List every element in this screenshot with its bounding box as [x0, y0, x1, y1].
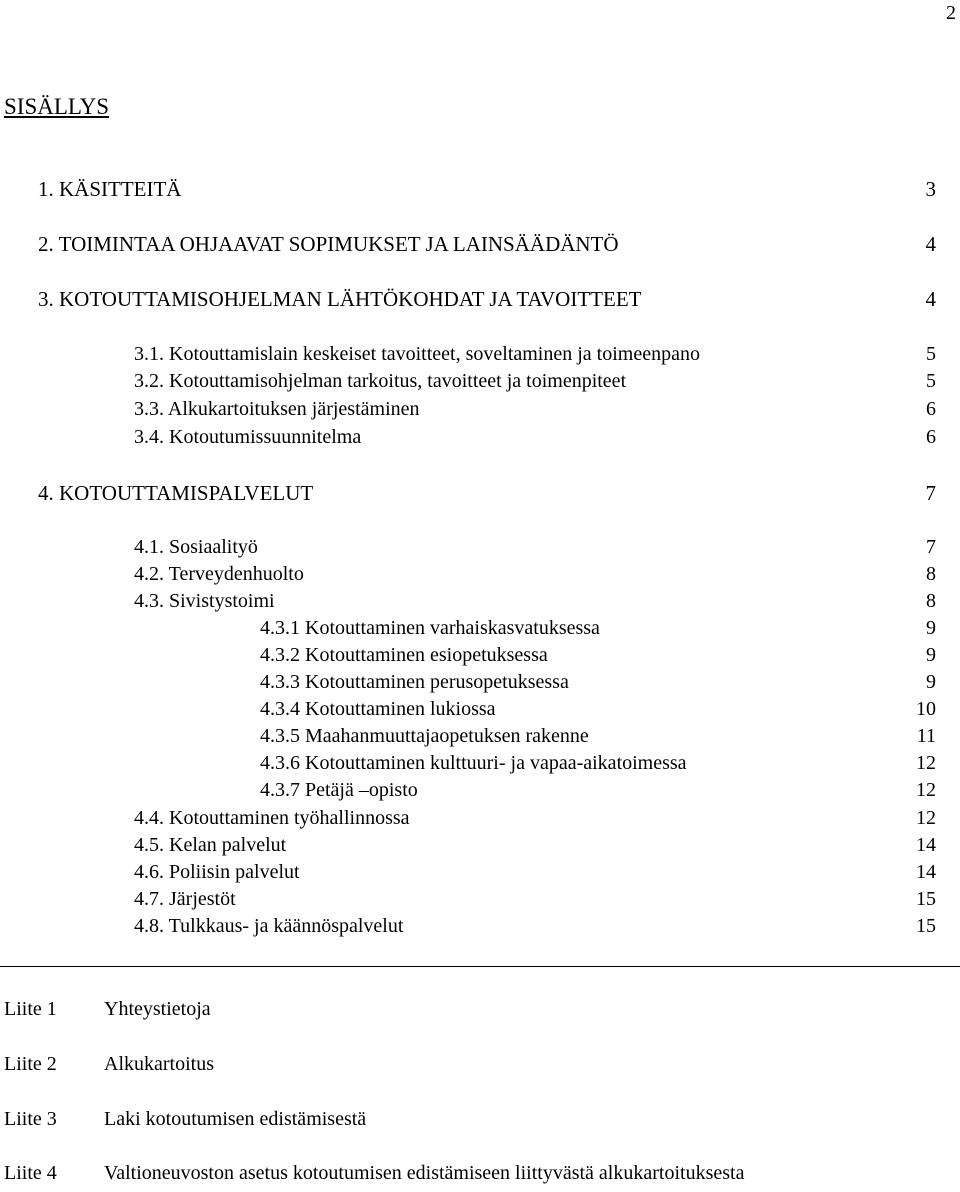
toc-heading: SISÄLLYS [4, 94, 110, 119]
page-number: 2 [946, 2, 956, 24]
toc-entry [0, 834, 960, 862]
toc-entry-label: 2. TOIMINTAA OHJAAVAT SOPIMUKSET JA LAINSÄÄDÄNTÖ [38, 232, 619, 256]
toc-entry-page: 14 [916, 861, 936, 883]
toc-entry [0, 644, 960, 672]
toc-entry [0, 343, 960, 371]
toc-entry-label: 4.3.7 Petäjä –opisto [260, 779, 418, 801]
appendix-title: Laki kotoutumisen edistämisestä [104, 1108, 367, 1130]
toc-entry-page: 12 [916, 779, 936, 801]
appendix-item [0, 1162, 960, 1192]
toc-entry [0, 563, 960, 591]
toc-entry [0, 177, 960, 205]
toc-entry-page: 9 [926, 671, 936, 693]
toc-entry-label: 3.1. Kotouttamislain keskeiset tavoitteet, soveltaminen ja toimeenpano [134, 343, 700, 365]
appendix-label: Liite 1 [4, 998, 57, 1020]
appendix-item [0, 1053, 960, 1083]
toc-entry-page: 3 [925, 177, 936, 201]
appendix-title: Yhteystietoja [104, 998, 211, 1020]
toc-entry [0, 698, 960, 726]
toc-entry-label: 4.3.3 Kotouttaminen perusopetuksessa [260, 671, 569, 693]
toc-entry-page: 4 [925, 232, 936, 256]
toc-entry-label: 4.4. Kotouttaminen työhallinnossa [134, 807, 410, 829]
toc-entry-label: 4.3.4 Kotouttaminen lukiossa [260, 698, 496, 720]
appendix-item [0, 998, 960, 1028]
toc-entry-label: 4.7. Järjestöt [134, 888, 236, 910]
toc-entry-label: 3.2. Kotouttamisohjelman tarkoitus, tavoitteet ja toimenpiteet [134, 370, 627, 392]
toc-entry-page: 6 [926, 398, 936, 420]
toc-entry-label: 4.5. Kelan palvelut [134, 834, 287, 856]
appendix-label: Liite 2 [4, 1053, 57, 1075]
toc-entry [0, 426, 960, 454]
appendix-label: Liite 3 [4, 1108, 57, 1130]
toc-entry-page: 7 [926, 536, 936, 558]
toc-entry-page: 6 [926, 426, 936, 448]
toc-entry-label: 4.3.6 Kotouttaminen kulttuuri- ja vapaa-aikatoimessa [260, 752, 687, 774]
toc-entry-label: 3. KOTOUTTAMISOHJELMAN LÄHTÖKOHDAT JA TAVOITTEET [38, 287, 642, 311]
toc-entry-label: 4.6. Poliisin palvelut [134, 861, 300, 883]
toc-entry [0, 590, 960, 618]
divider-line [0, 966, 960, 967]
toc-entry [0, 671, 960, 699]
toc-entry [0, 779, 960, 807]
toc-entry-page: 5 [926, 343, 936, 365]
toc-entry [0, 481, 960, 509]
toc-entry-page: 11 [916, 725, 936, 747]
toc-entry-label: 3.3. Alkukartoituksen järjestäminen [134, 398, 420, 420]
toc-entry-page: 7 [925, 481, 936, 505]
appendix-item [0, 1108, 960, 1138]
toc-entry [0, 725, 960, 753]
appendix-label: Liite 4 [4, 1162, 57, 1184]
toc-entry-page: 15 [916, 888, 936, 910]
toc-entry [0, 617, 960, 645]
toc-entry-label: 4.1. Sosiaalityö [134, 536, 258, 558]
toc-entry [0, 232, 960, 260]
toc-entry [0, 915, 960, 943]
toc-entry-label: 3.4. Kotoutumissuunnitelma [134, 426, 362, 448]
toc-entry [0, 287, 960, 315]
toc-entry [0, 861, 960, 889]
toc-entry-page: 8 [926, 563, 936, 585]
toc-entry-page: 15 [916, 915, 936, 937]
toc-entry-label: 4.3.2 Kotouttaminen esiopetuksessa [260, 644, 548, 666]
toc-entry [0, 807, 960, 835]
toc-entry-page: 8 [926, 590, 936, 612]
toc-entry-page: 5 [926, 370, 936, 392]
toc-entry-page: 10 [916, 698, 936, 720]
toc-entry [0, 536, 960, 564]
toc-entry-page: 9 [926, 644, 936, 666]
appendix-title: Valtioneuvoston asetus kotoutumisen edistämiseen liittyvästä alkukartoituksesta [104, 1162, 745, 1184]
toc-entry-page: 12 [916, 752, 936, 774]
appendix-title: Alkukartoitus [104, 1053, 214, 1075]
toc-entry-label: 4.8. Tulkkaus- ja käännöspalvelut [134, 915, 404, 937]
toc-entry-page: 9 [926, 617, 936, 639]
toc-entry-label: 4.3.1 Kotouttaminen varhaiskasvatuksessa [260, 617, 600, 639]
toc-entry [0, 752, 960, 780]
toc-entry-label: 4.2. Terveydenhuolto [134, 563, 304, 585]
toc-entry-label: 4.3. Sivistystoimi [134, 590, 275, 612]
toc-entry-page: 14 [916, 834, 936, 856]
toc-entry-page: 4 [925, 287, 936, 311]
toc-entry [0, 370, 960, 398]
toc-entry [0, 398, 960, 426]
toc-entry [0, 888, 960, 916]
toc-entry-label: 4. KOTOUTTAMISPALVELUT [38, 481, 314, 505]
toc-entry-page: 12 [916, 807, 936, 829]
toc-entry-label: 4.3.5 Maahanmuuttajaopetuksen rakenne [260, 725, 589, 747]
toc-entry-label: 1. KÄSITTEITÄ [38, 177, 182, 201]
